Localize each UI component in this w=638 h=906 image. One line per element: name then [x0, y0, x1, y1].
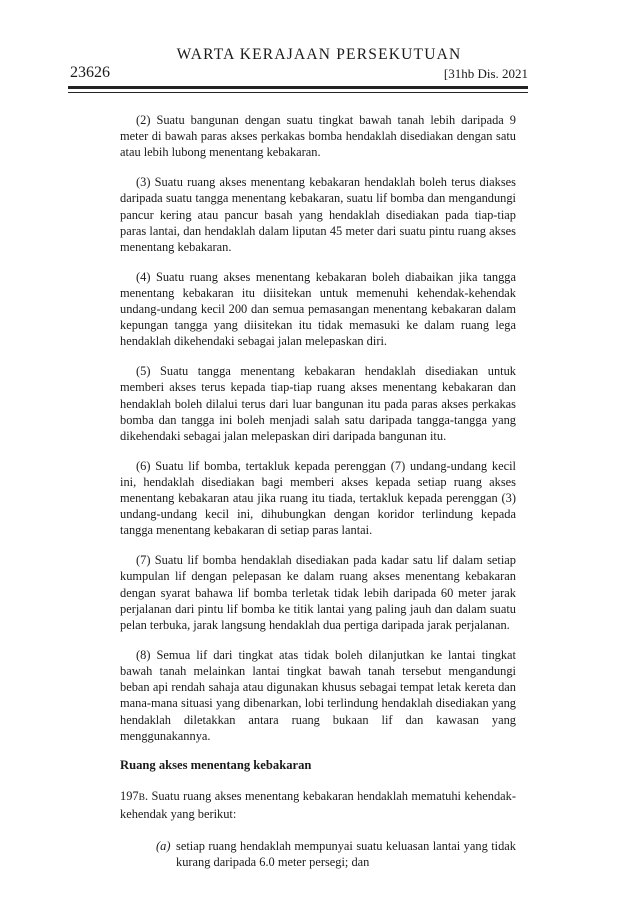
paragraph-6: (6) Suatu lif bomba, tertakluk kepada perenggan (7) undang-undang kecil ini, hendaklah disediakan bagi memberi akses kepada setiap ruang akses menentang kebakaran atau jika ruang itu tiada, tertakluk kepada perenggan (3) undang-undang kecil ini, dihubungkan dengan koridor terlindung kepada tangga menentang kebakaran di setiap paras lantai. — [120, 458, 516, 538]
header-rule-thin — [68, 92, 528, 93]
document-body — [120, 112, 516, 870]
issue-date: [31hb Dis. 2021 — [443, 66, 528, 81]
paragraph-2: (2) Suatu bangunan dengan suatu tingkat bawah tanah lebih daripada 9 meter di bawah paras akses perkakas bomba hendaklah disediakan dengan satu atau lebih lubong menentang kebakaran. — [120, 113, 516, 160]
list-item-text: setiap ruang hendaklah mempunyai suatu keluasan lantai yang tidak kurang daripada 6.0 meter persegi; dan — [176, 839, 516, 870]
section-heading: Ruang akses menentang kebakaran — [120, 758, 312, 773]
list-item — [156, 838, 516, 870]
page-number: 23626 — [70, 64, 110, 81]
paragraph-5: (5) Suatu tangga menentang kebakaran hendaklah disediakan untuk memberi akses terus kepada tiap-tiap ruang akses menentang kebakaran dan hendaklah boleh dilalui terus dari luar bangunan itu pada paras akses perkakas bomba dan tangga ini boleh menjadi salah satu daripada tangga-tangga yang dikehendaki sebagai jalan melepaskan diri daripada bangunan itu. — [120, 364, 516, 443]
paragraph-7: (7) Suatu lif bomba hendaklah disediakan pada kadar satu lif dalam setiap kumpulan lif dengan pelepasan ke dalam ruang akses menentang kebakaran dengan syarat bahawa lif bomba terletak tidak lebih daripada 60 meter jarak perjalanan dari pintu lif bomba ke titik lantai yang paling jauh dan dalam suatu pelan terbuka, jarak langsung hendaklah dua pertiga daripada jarak perjalanan. — [120, 553, 516, 632]
paragraph-8: (8) Semua lif dari tingkat atas tidak boleh dilanjutkan ke lantai tingkat bawah tanah melainkan lantai tingkat bawah tanah tersebut mengandungi beban api rendah sahaja atau digunakan khusus sebagai tempat letak kereta dan mana-mana situasi yang dibenarkan, lobi terlindung hendaklah disediakan yang hendaklah diletakkan antara ruang bukaan lif dan kawasan yang menggunakannya. — [120, 647, 516, 743]
section-suffix: B — [138, 792, 145, 803]
header-rule-thick — [68, 86, 528, 89]
section-197b-intro — [120, 788, 516, 822]
journal-title: WARTA KERAJAAN PERSEKUTUAN — [176, 46, 462, 63]
section-intro-text: . Suatu ruang akses menentang kebakaran hendaklah mematuhi kehendak-kehendak yang berikut: — [120, 788, 516, 821]
list-item-marker: (a) — [156, 839, 171, 854]
section-number: 197 — [120, 788, 139, 803]
paragraph-4: (4) Suatu ruang akses menentang kebakaran boleh diabaikan jika tangga menentang kebakaran itu diisitekan untuk memenuhi kehendak-kehendak undang-undang kecil 200 dan semua pemasangan menentang kebakaran dalam kepungan tangga yang diisitekan itu tidak memasuki ke dalam ruang lega hendaklah dikehendaki sebagai jalan melepaskan diri. — [120, 269, 516, 349]
paragraph-3: (3) Suatu ruang akses menentang kebakaran hendaklah boleh terus diakses daripada suatu tangga menentang kebakaran, suatu lif bomba dan mengandungi pancur kering atau pancur basah yang hendaklah disediakan pada tiap-tiap paras lantai, dan hendaklah dalam liputan 45 meter dari suatu pintu ruang akses menentang kebakaran. — [120, 175, 516, 254]
